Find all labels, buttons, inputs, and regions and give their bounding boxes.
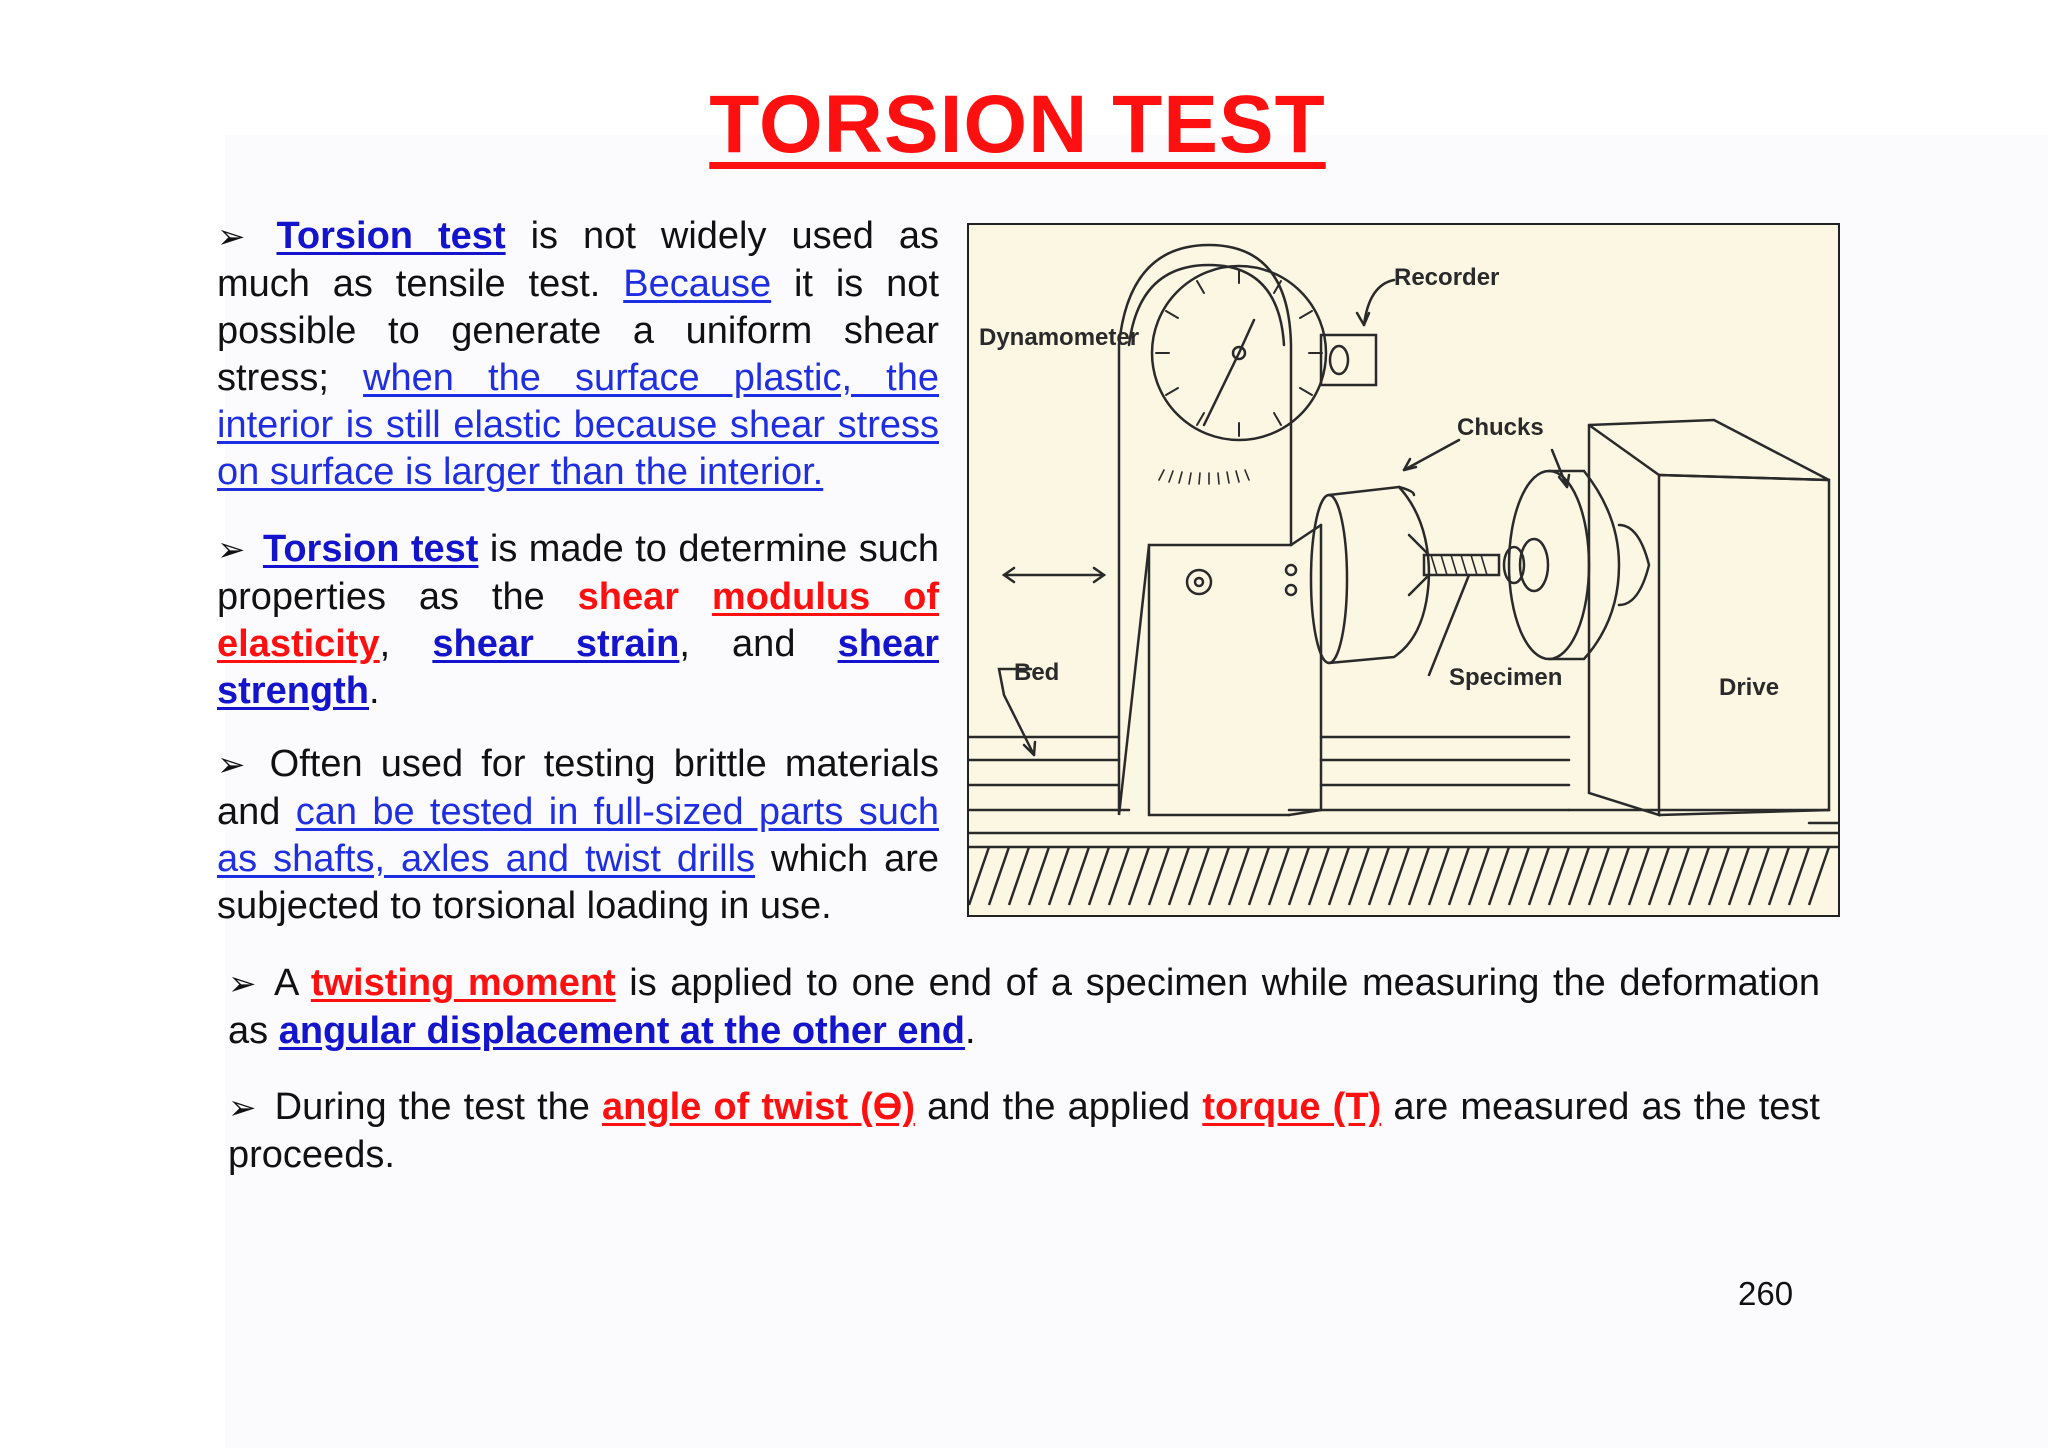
bullet-torsion-properties: ➢ Torsion test is made to determine such properties as the shear modulus of elasticity, shear strain, and shear strength. [217, 528, 940, 712]
term-torque: torque (T) [1202, 1086, 1382, 1128]
highlight-because: Because [623, 263, 772, 305]
page-number: 260 [1738, 1275, 1794, 1312]
bullet-arrow-icon: ➢ [217, 746, 246, 784]
highlight-reason: when the surface plastic, the interior is still elastic because shear stress on surface is larger than the interior. [217, 357, 939, 493]
bullet-measurements: ➢ During the test the angle of twist (Ө) and the applied torque (T) are measured as the test proceeds. [228, 1086, 1820, 1176]
term-shear-strength: shear strength [217, 623, 939, 712]
bullet-brittle-materials: ➢ Often used for testing brittle materials and can be tested in full-sized parts such as shafts, axles and twist drills which are subjected to torsional loading in use. [217, 743, 940, 927]
bullet-twisting-moment: ➢ A twisting moment is applied to one end of a specimen while measuring the deformation as angular displacement at the other end. [228, 962, 1821, 1052]
term-angle-of-twist: angle of twist (Ө) [602, 1086, 915, 1128]
label-drive: Drive [1719, 674, 1780, 701]
term-modulus-of-elasticity: modulus of elasticity [217, 576, 939, 665]
highlight-full-sized-parts: can be tested in full-sized parts such as shafts, axles and twist drills [217, 791, 939, 880]
torsion-machine-diagram [967, 223, 1840, 917]
label-chucks: Chucks [1457, 414, 1544, 441]
label-specimen: Specimen [1449, 664, 1563, 691]
bullet-arrow-icon: ➢ [217, 531, 246, 569]
term-twisting-moment: twisting moment [310, 962, 616, 1004]
slide-title: TORSION TEST [709, 79, 1326, 170]
torsion-machine-drawing [969, 225, 1838, 915]
term-shear: shear [577, 576, 680, 618]
term-angular-displacement: angular displacement at the other end [278, 1010, 965, 1052]
bullet-arrow-icon: ➢ [228, 1089, 257, 1127]
bullet-torsion-usage: ➢ Torsion test is not widely used as much as tensile test. Because it is not possible to generate a uniform shear stress; when the surface plastic, the interior is still elastic because shear stress on surface is larger than the interior. [217, 215, 940, 493]
bullet-arrow-icon: ➢ [228, 965, 257, 1003]
term-torsion-test: Torsion test [276, 215, 506, 257]
term-torsion-test: Torsion test [262, 528, 479, 570]
label-recorder: Recorder [1394, 264, 1500, 291]
label-bed: Bed [1014, 659, 1060, 686]
term-shear-strain: shear strain [432, 623, 680, 665]
label-dynamometer: Dynamometer [979, 324, 1140, 351]
bullet-arrow-icon: ➢ [217, 218, 246, 256]
